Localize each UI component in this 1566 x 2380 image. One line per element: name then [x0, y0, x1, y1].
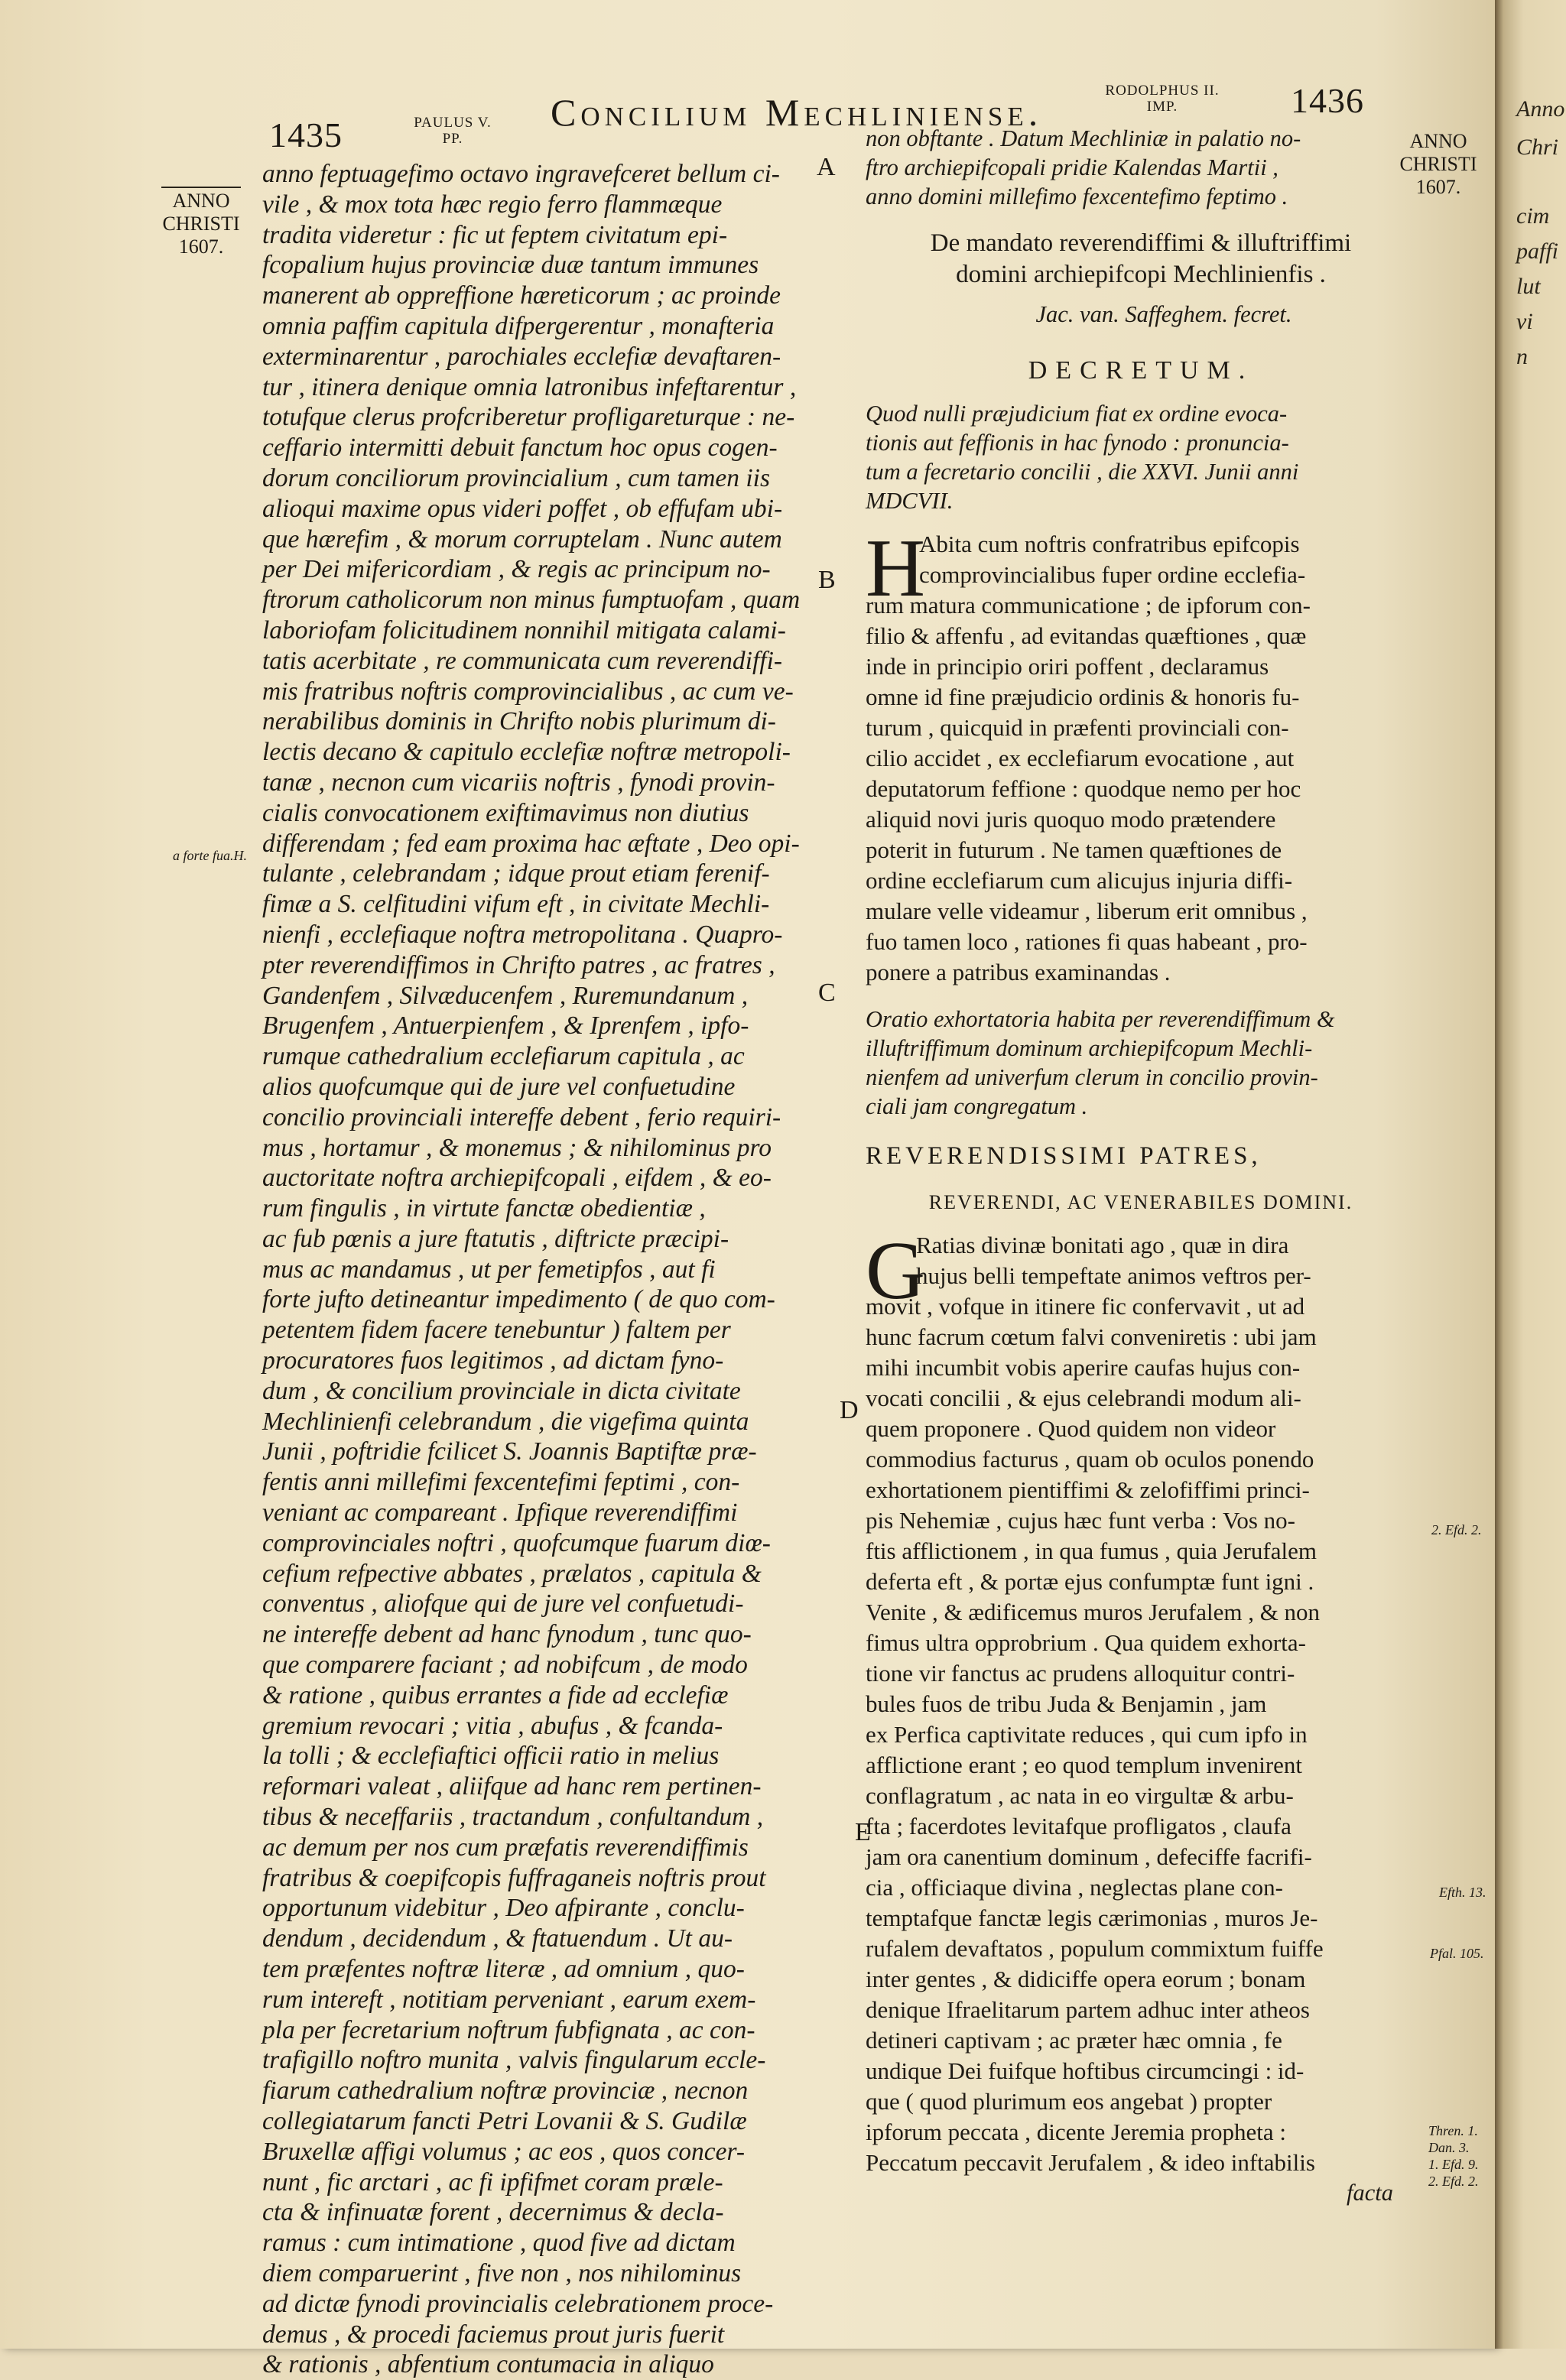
text-line: quem proponere . Quod quidem non videor: [866, 1415, 1276, 1442]
text-line: la tolli ; & ecclefiaftici officii ratio in melius: [262, 1742, 720, 1771]
text-line: ceffario intermitti debuit fanctum hoc opus cogen-: [262, 433, 778, 463]
text-line: cia , officiaque divina , neglectas plane con-: [866, 1874, 1283, 1901]
secretary-signature: Jac. van. Saffeghem. fecret.: [1035, 301, 1292, 327]
text-line: differendam ; fed eam proxima hac æftate , Deo opi-: [262, 829, 800, 858]
next-page-fragment: Anno: [1516, 96, 1565, 122]
mandate-note: [866, 228, 1416, 291]
text-line: Ratias divinæ bonitati ago , quæ in dira: [916, 1232, 1289, 1258]
decree-dropcap: H: [866, 523, 925, 614]
next-page-fragment: vi: [1516, 309, 1533, 334]
text-line: pter reverendiffimos in Chrifto patres , ac fratres ,: [262, 950, 775, 979]
margin-anno-right: ANNO CHRISTI 1607.: [1399, 130, 1477, 198]
decree-title: [866, 399, 1416, 515]
text-line: cta & infinuatæ forent , decernimus & decla-: [262, 2198, 724, 2227]
text-line: fratribus & coepifcopis fuffraganeis noftris prout: [262, 1863, 766, 1892]
text-line: nerabilibus dominis in Chrifto nobis plurimum di-: [262, 707, 776, 736]
text-line: laboriofam folicitudinem nonnihil mitigata calami-: [262, 615, 786, 645]
text-line: demus , & procedi faciemus prout juris fuerit: [262, 2320, 725, 2349]
text-line: exhortationem pientiffimi & zelofiffimi princi-: [866, 1476, 1310, 1503]
text-line: inde in principio oriri poffent , declaramus: [866, 653, 1269, 680]
text-line: Quod nulli præjudicium fiat ex ordine evoca-: [866, 401, 1288, 427]
text-line: reformari valeat , aliifque ad hanc rem pertinen-: [262, 1772, 762, 1801]
text-line: vile , & mox tota hæc regio ferro flammæque: [262, 190, 723, 219]
text-line: ac fub pœnis a jure ftatutis , diftricte præcipi-: [262, 1224, 729, 1253]
text-line: non obftante . Datum Mechliniæ in palatio no-: [866, 125, 1301, 151]
text-line: fimæ a S. celfitudini vifum eft , in civitate Mechli-: [262, 890, 770, 919]
text-line: undique Dei fuifque hoftibus circumcingi : id-: [866, 2057, 1304, 2084]
margin-anno-left: ANNO CHRISTI 1607.: [159, 187, 243, 258]
emperor-title: IMP.: [1146, 99, 1178, 115]
text-line: cialis convocationem exiftimavimus non diutius: [262, 798, 749, 827]
text-line: Venite , & ædificemus muros Jerufalem , & non: [866, 1599, 1321, 1625]
text-line: pla per fecretarium noftrum fubfignata , ac con-: [262, 2015, 755, 2044]
text-line: fcopalium hujus provinciæ duæ tantum immunes: [262, 251, 759, 280]
address-reverendi: REVERENDI, AC VENERABILES DOMINI.: [928, 1191, 1353, 1213]
text-line: omne id fine præjudicio ordinis & honoris fu-: [866, 683, 1300, 710]
text-line: ac demum per nos cum præfatis reverendiffimis: [262, 1833, 749, 1862]
text-line: De mandato reverendiffimi & illuftriffimi: [930, 229, 1352, 257]
text-line: fta ; facerdotes levitafque profligatos , claufa: [866, 1813, 1291, 1839]
text-line: tum a fecretario concilii , die XXVI. Junii anni: [866, 459, 1299, 485]
address-reverendissimi: REVERENDISSIMI PATRES,: [866, 1142, 1262, 1170]
section-letter-e: E: [855, 1818, 871, 1846]
text-line: aliquid novi juris quoquo modo prætendere: [866, 806, 1276, 833]
text-line: veniant ac compareant . Ipfique reverendiffimi: [262, 1498, 738, 1528]
section-letter-b: B: [818, 566, 836, 594]
text-line: nienfem ad univerfum clerum in concilio provin-: [866, 1064, 1318, 1090]
section-letter-c: C: [818, 979, 836, 1007]
text-line: ne intereffe debent ad hanc fynodum , tunc quo-: [262, 1620, 752, 1649]
text-line: tradita videretur : fic ut feptem civitatum epi-: [262, 220, 728, 249]
text-line: jam ora canentium dominum , defeciffe facrifi-: [866, 1843, 1312, 1870]
text-line: ordine ecclefiarum cum alicujus injuria diffi-: [866, 867, 1293, 894]
text-line: que hærefim , & morum corruptelam . Nunc autem: [262, 524, 782, 554]
text-line: rum fingulis , in virtute fanctæ obedientiæ ,: [262, 1194, 706, 1223]
text-line: nunt , fic arctari , ac fi ipfifmet coram præle-: [262, 2167, 723, 2197]
pope-name: PAULUS V.: [414, 115, 492, 131]
text-line: hunc facrum cœtum falvi conveniretis : ubi jam: [866, 1323, 1317, 1350]
text-line: vocati concilii , & ejus celebrandi modum ali-: [866, 1385, 1301, 1411]
text-line: mus ac mandamus , ut per femetipfos , aut fi: [262, 1255, 716, 1284]
text-line: omnia paffim capitula difpergerentur , monafteria: [262, 311, 775, 340]
text-line: dendum , decidendum , & ftatuendum . Ut au-: [262, 1924, 733, 1953]
text-line: illuftriffimum dominum archiepifcopum Mechli-: [866, 1035, 1313, 1061]
text-line: rum matura communicatione ; de ipforum con-: [866, 592, 1311, 619]
text-line: afflictione erant ; eo quod templum invenirent: [866, 1752, 1303, 1778]
right-page-number: 1436: [1291, 81, 1364, 120]
left-page-number: 1435: [269, 115, 343, 154]
oratio-dropcap: G: [866, 1226, 925, 1317]
text-line: gremium revocari ; vitia , abufus , & fcanda-: [262, 1711, 723, 1740]
text-line: ciali jam congregatum .: [866, 1093, 1088, 1119]
text-line: manerent ab oppreffione hæreticorum ; ac proinde: [262, 281, 781, 310]
text-line: deferta eft , & portæ ejus confumptæ funt igni .: [866, 1568, 1314, 1595]
margin-ref: Efth. 13.: [1439, 1885, 1486, 1900]
next-page-edge: [1495, 0, 1566, 2349]
text-line: tulante , celebrandam ; idque prout etiam ferenif-: [262, 859, 770, 888]
margin-ref: Thren. 1.: [1428, 2123, 1478, 2138]
margin-ref: 2. Efd. 2.: [1428, 2174, 1479, 2189]
text-line: ftrorum catholicorum non minus fumptuofam , quam: [262, 586, 801, 615]
text-line: que ( quod plurimum eos angebat ) propter: [866, 2088, 1272, 2115]
text-line: tionis aut feffionis in hac fynodo : pronuncia-: [866, 430, 1289, 456]
text-line: tione vir fanctus ac prudens alloquitur contri-: [866, 1660, 1295, 1687]
text-line: ftis afflictionem , in qua fumus , quia Jerufalem: [866, 1537, 1317, 1564]
next-page-fragment: n: [1516, 344, 1528, 369]
text-line: procuratores fuos legitimos , ad dictam fyno-: [262, 1346, 724, 1375]
text-line: Bruxellæ affigi volumus ; ac eos , quos concer-: [262, 2137, 746, 2166]
text-line: comprovinciales noftri , quofcumque fuarum diœ-: [262, 1528, 771, 1557]
decree-text: [866, 523, 1416, 988]
text-line: totufque clerus profcriberetur profligareturque : ne-: [262, 403, 795, 432]
text-line: auctoritate noftra archiepifcopali , eifdem , & eo-: [262, 1164, 772, 1193]
text-line: denique Ifraelitarum partem adhuc inter atheos: [866, 1996, 1310, 2023]
text-line: Oratio exhortatoria habita per reverendiffimum &: [866, 1006, 1335, 1032]
text-line: anno feptuagefimo octavo ingravefceret bellum ci-: [262, 160, 780, 188]
text-line: ad dictæ fynodi provincialis celebrationem proce-: [262, 2289, 774, 2318]
margin-ref: 1. Efd. 9.: [1428, 2157, 1479, 2172]
next-page-fragment: lut: [1516, 274, 1541, 299]
text-line: fimus ultra opprobrium . Qua quidem exhorta-: [866, 1629, 1306, 1656]
text-line: tur , itinera denique omnia latronibus infeftarentur ,: [262, 372, 797, 401]
page-title: Concilium Mechliniense.: [551, 91, 1043, 134]
text-line: Junii , poftridie fcilicet S. Joannis Baptiftæ præ-: [262, 1437, 757, 1466]
text-line: rufalem devaftatos , populum commixtum fuiffe: [866, 1935, 1324, 1962]
margin-footnote: a forte fua.H.: [173, 848, 247, 863]
text-line: domini archiepifcopi Mechlinienfis .: [956, 261, 1326, 288]
text-line: comprovincialibus fuper ordine ecclefia-: [919, 561, 1306, 588]
text-line: tanæ , necnon cum vicariis noftris , fynodi provin-: [262, 768, 775, 797]
text-line: MDCVII.: [866, 488, 954, 514]
text-line: ipforum peccata , dicente Jeremia propheta :: [866, 2119, 1286, 2145]
text-line: concilio provinciali intereffe debent , ferio requiri-: [262, 1102, 781, 1132]
text-line: rum intereft , notitiam perveniant , earum exem-: [262, 1985, 756, 2014]
text-line: mulare velle videamur , liberum erit omnibus ,: [866, 898, 1308, 924]
text-line: forte jufto detineantur impedimento ( de quo com-: [262, 1285, 775, 1314]
text-line: exterminarentur , parochiales ecclefiæ devaftaren-: [262, 342, 781, 371]
oratio-title: [866, 1005, 1416, 1121]
text-line: mis fratribus noftris comprovincialibus , ac cum ve-: [262, 677, 794, 706]
text-line: mihi incumbit vobis aperire caufas hujus con-: [866, 1354, 1301, 1381]
oratio-text: [866, 1226, 1416, 2178]
text-line: filio & affenfu , ad evitandas quæftiones , quæ: [866, 622, 1307, 649]
decree-heading: DECRETUM.: [1028, 356, 1254, 385]
text-line: per Dei mifericordiam , & regis ac principum no-: [262, 555, 771, 584]
text-line: dum , & concilium provinciale in dicta civitate: [262, 1376, 741, 1405]
emperor-label: [1093, 83, 1231, 115]
closing-formula: [866, 124, 1416, 211]
text-line: dorum conciliorum provincialium , cum tamen iis: [262, 463, 771, 492]
pope-title: PP.: [442, 131, 463, 147]
next-page-fragment: paffi: [1516, 239, 1559, 264]
text-line: alioqui maxime opus videri poffet , ob effufam ubi-: [262, 494, 783, 523]
text-line: inter gentes , & didiciffe opera eorum ; bonam: [866, 1966, 1306, 1992]
text-line: Peccatum peccavit Jerufalem , & ideo inftabilis: [866, 2149, 1315, 2176]
text-line: pis Nehemiæ , cujus hæc funt verba : Vos no-: [866, 1507, 1295, 1534]
text-line: Gandenfem , Silvæducenfem , Ruremundanum ,: [262, 981, 749, 1010]
text-line: ramus : cum intimatione , quod five ad dictam: [262, 2229, 736, 2258]
text-line: opportunum videbitur , Deo afpirante , conclu-: [262, 1894, 745, 1923]
section-letter-d: D: [840, 1396, 859, 1424]
text-line: conflagratum , ac nata in eo virgultæ & arbu-: [866, 1782, 1294, 1809]
text-line: temptafque fanctæ legis cærimonias , muros Je-: [866, 1904, 1318, 1931]
text-line: anno domini millefimo fexcentefimo feptimo .: [866, 183, 1288, 209]
pope-label: [407, 115, 499, 147]
text-line: collegiatarum fancti Petri Lovanii & S. Gudilæ: [262, 2107, 747, 2135]
text-line: mus , hortamur , & monemus ; & nihilominus pro: [262, 1133, 772, 1162]
text-line: nienfi , ecclefiaque noftra metropolitana . Quapro-: [262, 920, 783, 949]
text-line: & ratione , quibus errantes a fide ad ecclefiæ: [262, 1680, 729, 1710]
margin-ref: Dan. 3.: [1428, 2140, 1470, 2155]
text-line: poterit in futurum . Ne tamen quæftiones de: [866, 836, 1282, 863]
text-line: detineri captivam ; ac præter hæc omnia , fe: [866, 2027, 1282, 2054]
text-line: Abita cum noftris confratribus epifcopis: [919, 531, 1300, 557]
text-line: conventus , aliofque qui de jure vel confuetudi-: [262, 1589, 744, 1619]
text-line: tatis acerbitate , re communicata cum reverendiffi-: [262, 646, 783, 675]
left-column-text: [262, 159, 851, 2380]
section-letter-a: A: [817, 153, 836, 181]
catchword: facta: [1347, 2180, 1393, 2206]
next-page-fragment: Chri: [1516, 135, 1559, 160]
text-line: commodius facturus , quam ob oculos ponendo: [866, 1446, 1314, 1472]
text-line: petentem fidem facere tenebuntur ) faltem per: [262, 1316, 731, 1345]
text-line: alios quofcumque qui de jure vel confuetudine: [262, 1072, 736, 1101]
text-line: & rationis , abfentium contumacia in aliquo: [262, 2350, 714, 2379]
text-line: diem comparuerint , five non , nos nihilominus: [262, 2258, 742, 2287]
text-line: deputatorum feffione : quodque nemo per hoc: [866, 775, 1301, 802]
text-line: lectis decano & capitulo ecclefiæ noftræ metropoli-: [262, 738, 791, 767]
text-line: bules fuos de tribu Juda & Benjamin , jam: [866, 1690, 1267, 1717]
text-line: ponere a patribus examinandas .: [866, 959, 1171, 985]
text-line: tibus & neceffariis , tractandum , confultandum ,: [262, 1803, 764, 1832]
emperor-name: RODOLPHUS II.: [1105, 83, 1220, 99]
text-line: fuo tamen loco , rationes fi quas habeant , pro-: [866, 928, 1308, 955]
next-page-fragment: cim: [1516, 203, 1550, 229]
text-line: fiarum cathedralium noftræ provinciæ , necnon: [262, 2076, 749, 2106]
margin-ref: Pfal. 105.: [1430, 1946, 1484, 1961]
text-line: trafigillo noftro munita , valvis fingularum eccle-: [262, 2046, 766, 2075]
text-line: hujus belli tempeftate animos veftros per-: [916, 1262, 1311, 1289]
text-line: Mechlinienfi celebrandum , die vigefima quinta: [262, 1407, 749, 1436]
right-column: [866, 124, 1416, 2207]
decree-body: [866, 523, 1416, 988]
text-line: ex Perfica captivitate reduces , qui cum ipfo in: [866, 1721, 1308, 1748]
text-line: tem præfentes noftræ literæ , ad omnium , quo-: [262, 1955, 745, 1984]
text-line: turum , quicquid in præfenti provinciali con-: [866, 714, 1289, 741]
text-line: movit , vofque in itinere fic confervavit , ut ad: [866, 1293, 1305, 1320]
text-line: ftro archiepifcopali pridie Kalendas Martii ,: [866, 154, 1278, 180]
text-line: cilio accidet , ex ecclefiarum evocatione , aut: [866, 745, 1295, 771]
text-line: fentis anni millefimi fexcentefimi feptimi , con-: [262, 1468, 740, 1497]
margin-rule: [161, 187, 241, 188]
oratio-body: [866, 1226, 1416, 2178]
text-line: cefium refpective abbates , prælatos , capitula &: [262, 1559, 762, 1588]
margin-ref: 2. Efd. 2.: [1431, 1522, 1482, 1537]
text-line: que comparere faciant ; ad nobifcum , de modo: [262, 1651, 748, 1680]
text-line: rumque cathedralium ecclefiarum capitula , ac: [262, 1042, 745, 1071]
text-line: Brugenfem , Antuerpienfem , & Iprenfem , ipfo-: [262, 1011, 749, 1041]
